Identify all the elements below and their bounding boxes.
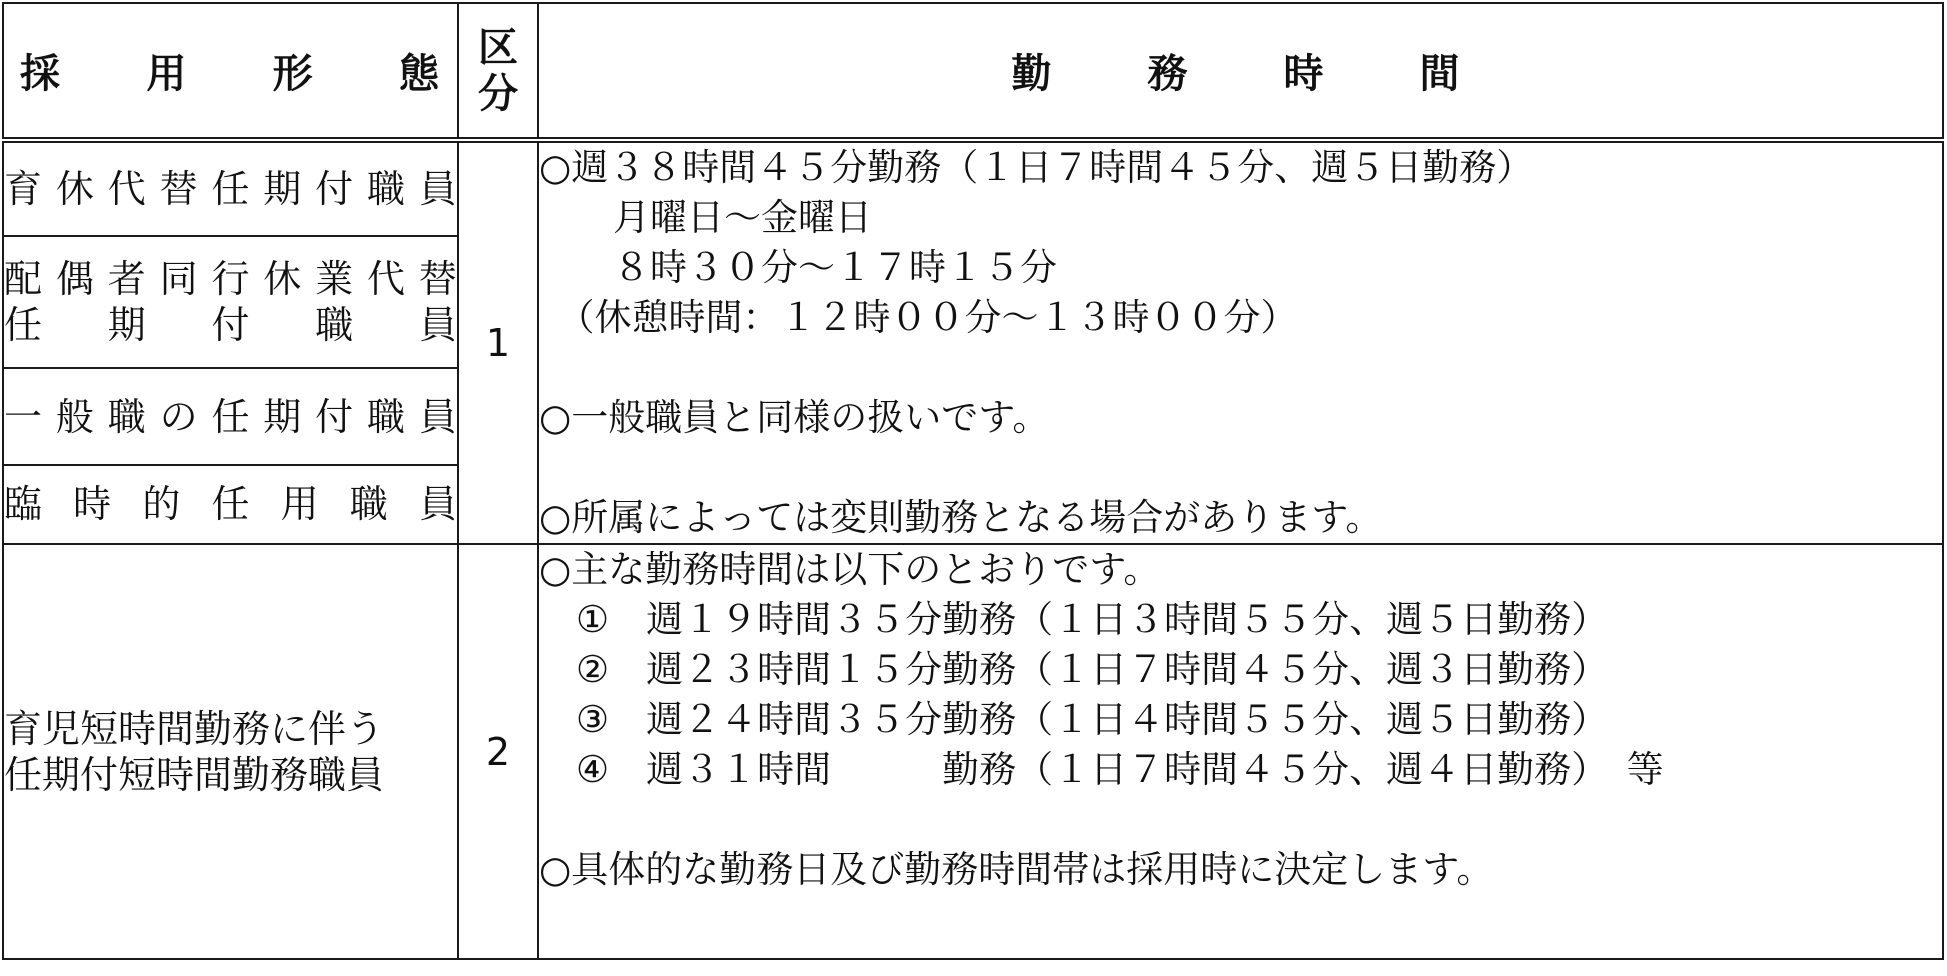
work-hours-line: ○一般職員と同様の扱いです。 <box>539 396 1050 439</box>
employment-type-cell <box>3 368 458 464</box>
employment-schedule-table <box>2 2 1944 960</box>
work-hours-cell <box>538 544 1943 959</box>
work-hours-line: ○具体的な勤務日及び勤務時間帯は採用時に決定します。 <box>539 848 1494 891</box>
employment-type-label <box>4 481 457 527</box>
label-char: 付 <box>315 167 354 212</box>
spacer <box>539 443 1942 493</box>
work-hours-line: ④ 週３１時間 勤務（１日７時間４５分、週４日勤務） 等 <box>539 748 1664 791</box>
label-char: 業 <box>315 257 354 302</box>
label-char: 一 <box>4 394 43 439</box>
label-char: 期 <box>263 167 302 212</box>
label-char: 職 <box>367 167 406 212</box>
work-hours-line: ○週３８時間４５分勤務（１日７時間４５分、週５日勤務） <box>539 146 1534 189</box>
employment-type-label: 任期付短時間勤務職員 <box>4 752 385 797</box>
header-hours-char: 勤 <box>1011 51 1052 97</box>
work-hours-line: ② 週２３時間１５分勤務（１日７時間４５分、週３日勤務） <box>539 648 1609 691</box>
label-char: 員 <box>418 167 457 212</box>
label-char: 休 <box>263 257 302 302</box>
label-char: 般 <box>55 394 94 439</box>
header-kubun-char: 区 <box>478 24 518 71</box>
label-char: 偶 <box>55 257 94 302</box>
label-char: 行 <box>211 257 250 302</box>
work-hours-line: ① 週１９時間３５分勤務（１日３時間５５分、週５日勤務） <box>539 598 1609 641</box>
label-char: 付 <box>211 303 250 348</box>
label-char: 同 <box>159 257 198 302</box>
employment-type-label: 育児短時間勤務に伴う <box>4 706 385 751</box>
header-type-char: 採 <box>20 51 60 97</box>
header-kubun-char: 分 <box>478 70 518 117</box>
header-row <box>3 3 1943 140</box>
spacer <box>539 343 1942 393</box>
label-char: 替 <box>159 167 198 212</box>
header-hours-char: 時 <box>1283 51 1324 97</box>
header-hours-char: 務 <box>1147 51 1188 97</box>
label-char: 用 <box>280 482 319 527</box>
label-char: 任 <box>211 167 250 212</box>
work-hours-line: 月曜日～金曜日 <box>539 196 872 239</box>
label-char: 員 <box>418 394 457 439</box>
table-row <box>3 544 1943 959</box>
employment-type-cell <box>3 236 458 368</box>
header-employment-type <box>3 3 458 140</box>
label-char: 職 <box>107 394 146 439</box>
label-char: 育 <box>4 167 43 212</box>
label-char: 期 <box>107 303 146 348</box>
label-char: 配 <box>4 257 43 302</box>
label-char: の <box>159 394 198 439</box>
label-char: 付 <box>315 394 354 439</box>
label-char: 任 <box>4 303 43 348</box>
label-char: 員 <box>418 482 457 527</box>
header-type-char: 態 <box>398 51 439 97</box>
table-row <box>3 140 1943 236</box>
employment-type-cell <box>3 465 458 544</box>
employment-type-label <box>4 302 457 348</box>
label-char: 期 <box>263 394 302 439</box>
label-char: 休 <box>55 167 94 212</box>
kubun-cell: 2 <box>458 544 538 959</box>
header-type-char: 用 <box>146 51 187 97</box>
employment-type-label <box>4 394 457 440</box>
employment-type-label <box>4 256 457 302</box>
label-char: 時 <box>73 482 112 527</box>
label-char: 職 <box>315 303 354 348</box>
label-char: 者 <box>107 257 146 302</box>
label-char: 任 <box>211 394 250 439</box>
label-char: 任 <box>211 482 250 527</box>
header-kubun <box>458 3 538 140</box>
employment-type-cell <box>3 140 458 236</box>
label-char: 臨 <box>4 482 43 527</box>
work-hours-line: （休憩時間：１２時００分～１３時００分） <box>539 296 1298 339</box>
label-char: 職 <box>349 482 388 527</box>
employment-type-label <box>4 166 457 212</box>
label-char: 代 <box>107 167 146 212</box>
work-hours-line: ○主な勤務時間は以下のとおりです。 <box>539 548 1161 591</box>
work-hours-line: ８時３０分～１７時１５分 <box>539 246 1057 289</box>
label-char: 職 <box>367 394 406 439</box>
kubun-cell: 1 <box>458 140 538 544</box>
employment-type-cell <box>3 544 458 959</box>
work-hours-line: ○所属によっては変則勤務となる場合があります。 <box>539 496 1383 539</box>
label-char: 的 <box>142 482 181 527</box>
header-work-hours <box>538 3 1943 140</box>
label-char: 員 <box>418 303 457 348</box>
label-char: 代 <box>367 257 406 302</box>
spacer <box>539 795 1942 845</box>
header-hours-char: 間 <box>1419 51 1460 97</box>
work-hours-line: ③ 週２４時間３５分勤務（１日４時間５５分、週５日勤務） <box>539 698 1609 741</box>
header-type-char: 形 <box>272 51 313 97</box>
label-char: 替 <box>418 257 457 302</box>
work-hours-cell <box>538 140 1943 544</box>
